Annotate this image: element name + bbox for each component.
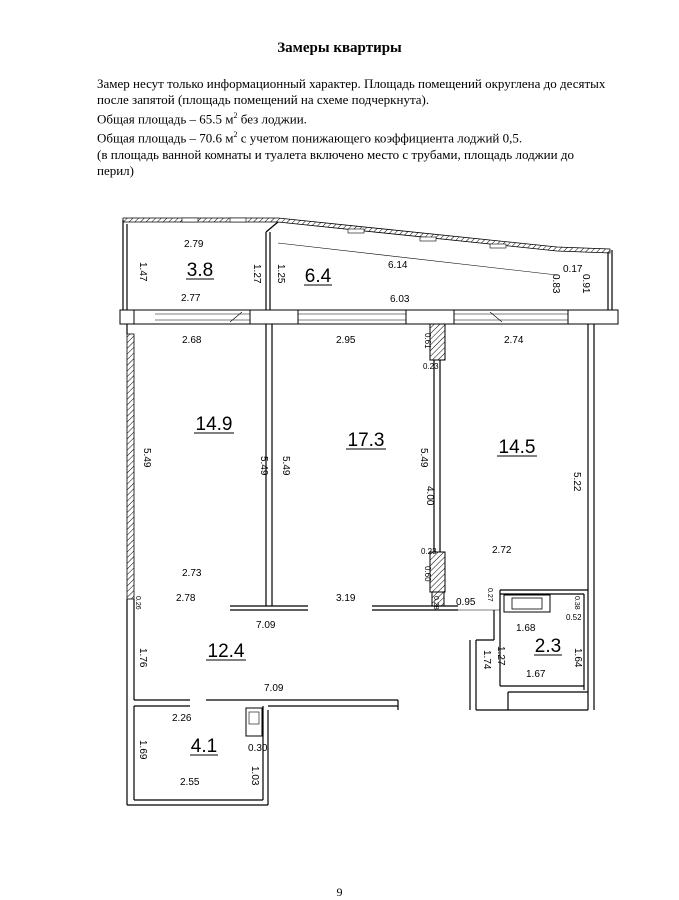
note-line: Замер несут только информационный характер. Площадь помещений округлена до десятых bbox=[97, 76, 606, 91]
dim-label: 3.19 bbox=[336, 593, 356, 604]
dim-label: 1.25 bbox=[275, 264, 286, 284]
dim-label: 0.26 bbox=[134, 596, 141, 610]
dim-label: 6.14 bbox=[388, 260, 408, 271]
dim-label: 5.49 bbox=[280, 456, 291, 476]
note-superscript: 2 bbox=[233, 130, 238, 140]
dim-label: 2.79 bbox=[184, 239, 204, 250]
area-room-left: 14.9 bbox=[195, 414, 233, 435]
dim-label: 0.60 bbox=[423, 566, 432, 582]
note-text: с учетом понижающего коэффициента лоджий 0,5. bbox=[237, 130, 523, 146]
page-number: 9 bbox=[336, 885, 343, 899]
dim-label: 1.03 bbox=[249, 766, 260, 786]
dim-label: 2.72 bbox=[492, 545, 512, 556]
dim-label: 1.76 bbox=[137, 648, 148, 668]
area-room-mid: 17.3 bbox=[347, 430, 385, 451]
note-line: после запятой (площадь помещений на схеме подчеркнута). bbox=[97, 92, 430, 107]
dim-label: 0.27 bbox=[486, 588, 493, 602]
dim-label: 1.27 bbox=[251, 264, 262, 284]
dim-label: 1.47 bbox=[137, 262, 148, 282]
note-text: Общая площадь – 70.6 м bbox=[97, 130, 234, 146]
dim-label: 0.23 bbox=[423, 362, 439, 371]
exterior-wall bbox=[120, 310, 618, 324]
dim-label: 1.27 bbox=[495, 646, 506, 666]
dim-label: 2.77 bbox=[181, 293, 201, 304]
dim-label: 0.91 bbox=[580, 274, 591, 294]
bath-fixture bbox=[504, 595, 550, 612]
dim-label: 0.83 bbox=[550, 274, 561, 294]
dim-label: 2.95 bbox=[336, 335, 356, 346]
area-bath: 4.1 bbox=[190, 736, 218, 757]
dim-label: 0.52 bbox=[566, 613, 582, 622]
dim-label: 4.00 bbox=[424, 486, 435, 506]
dim-label: 1.74 bbox=[481, 650, 492, 670]
dim-label: 0.38 bbox=[573, 596, 580, 610]
note-text: без лоджии. bbox=[237, 111, 307, 127]
dim-label: 5.22 bbox=[571, 472, 582, 492]
dim-label: 2.78 bbox=[176, 593, 196, 604]
riser-fixture bbox=[246, 708, 262, 736]
dim-label: 1.68 bbox=[516, 623, 536, 634]
area-room-right: 14.5 bbox=[498, 437, 536, 458]
dim-label: 2.74 bbox=[504, 335, 524, 346]
dim-label: 5.49 bbox=[141, 448, 152, 468]
area-loggia-right: 6.4 bbox=[304, 266, 332, 287]
dim-label: 0.61 bbox=[423, 333, 432, 349]
interior-walls bbox=[134, 324, 594, 710]
dim-label: 2.26 bbox=[172, 713, 192, 724]
dim-label: 6.03 bbox=[390, 294, 410, 305]
dim-label: 0.23 bbox=[421, 547, 437, 556]
dim-label: 0.30 bbox=[248, 743, 268, 754]
area-bath-small: 2.3 bbox=[534, 636, 562, 657]
dim-label: 2.68 bbox=[182, 335, 202, 346]
dim-label: 2.73 bbox=[182, 568, 202, 579]
dim-label: 1.67 bbox=[526, 669, 546, 680]
dim-label: 5.49 bbox=[418, 448, 429, 468]
dim-label: 2.55 bbox=[180, 777, 200, 788]
note-line: (в площадь ванной комнаты и туалета включено место с трубами, площадь лоджии до bbox=[97, 146, 574, 162]
page-title: Замеры квартиры bbox=[277, 40, 402, 56]
dim-label: 0.28 bbox=[432, 596, 439, 610]
dim-label: 1.69 bbox=[137, 740, 148, 760]
dim-label: 7.09 bbox=[256, 620, 276, 631]
dim-label: 0.95 bbox=[456, 597, 476, 608]
note-text: Общая площадь – 65.5 м bbox=[97, 111, 234, 127]
area-hall: 12.4 bbox=[207, 641, 245, 662]
dim-label: 0.17 bbox=[563, 264, 583, 275]
area-loggia-left: 3.8 bbox=[186, 260, 214, 281]
note-line: перил) bbox=[97, 162, 135, 178]
note-superscript: 2 bbox=[233, 111, 238, 120]
dim-label: 7.09 bbox=[264, 683, 284, 694]
left-wall-hatched bbox=[127, 334, 134, 599]
dim-label: 5.49 bbox=[258, 456, 269, 476]
dim-label: 1.64 bbox=[572, 648, 583, 668]
